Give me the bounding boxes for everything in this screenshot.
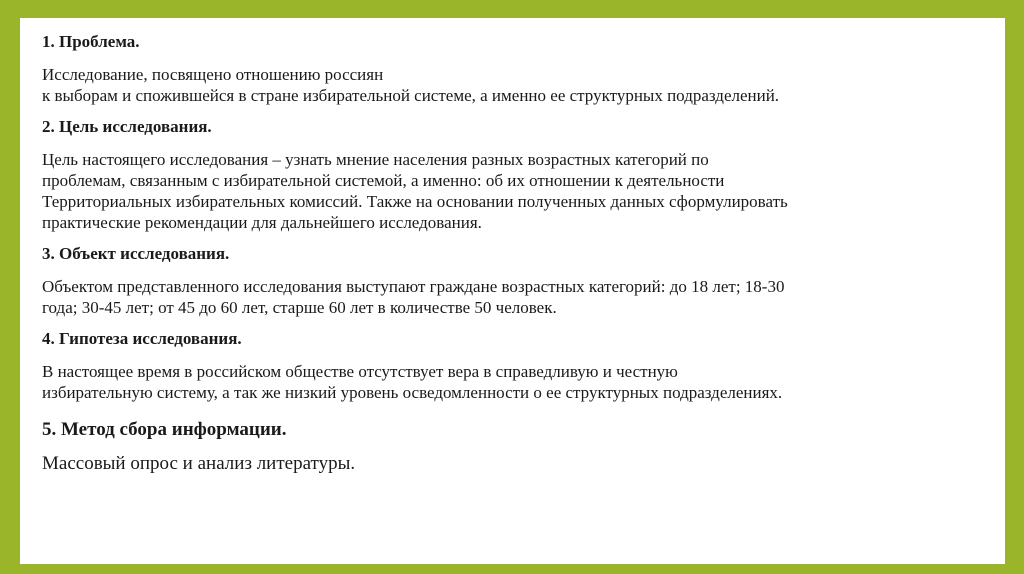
- text-line: проблемам, связанным с избирательной системой, а именно: об их отношении к деятельности: [42, 171, 725, 190]
- section-5-heading: 5. Метод сбора информации.: [42, 419, 287, 440]
- slide-content: [20, 18, 1005, 564]
- text-line: Территориальных избирательных комиссий. Также на основании полученных данных сформулировать: [42, 192, 788, 211]
- section-3-heading: 3. Объект исследования.: [42, 244, 230, 263]
- section-5-text: [42, 453, 985, 475]
- text-line: Исследование, посвящено отношению россиян: [42, 65, 384, 84]
- text-line: года; 30-45 лет; от 45 до 60 лет, старше 60 лет в количестве 50 человек.: [42, 298, 557, 317]
- section-2-text: [42, 149, 985, 233]
- text-line: избирательную систему, а так же низкий уровень осведомленности о ее структурных подразделениях.: [42, 383, 783, 402]
- section-1-heading: 1. Проблема.: [42, 32, 140, 51]
- text-line: практические рекомендации для дальнейшего исследования.: [42, 213, 482, 232]
- text-line: Массовый опрос и анализ литературы.: [42, 453, 356, 474]
- section-2-heading: 2. Цель исследования.: [42, 117, 212, 136]
- text-line: В настоящее время в российском обществе отсутствует вера в справедливую и честную: [42, 362, 678, 381]
- text-line: Объектом представленного исследования выступают граждане возрастных категорий: до 18 лет; 18-30: [42, 277, 785, 296]
- text-line: к выборам и спожившейся в стране избирательной системе, а именно ее структурных подразделений.: [42, 86, 780, 105]
- section-4-text: [42, 361, 985, 403]
- section-4-heading: 4. Гипотеза исследования.: [42, 329, 242, 348]
- section-1-text: [42, 64, 985, 106]
- section-3-text: [42, 276, 985, 318]
- text-line: Цель настоящего исследования – узнать мнение населения разных возрастных категорий по: [42, 150, 709, 169]
